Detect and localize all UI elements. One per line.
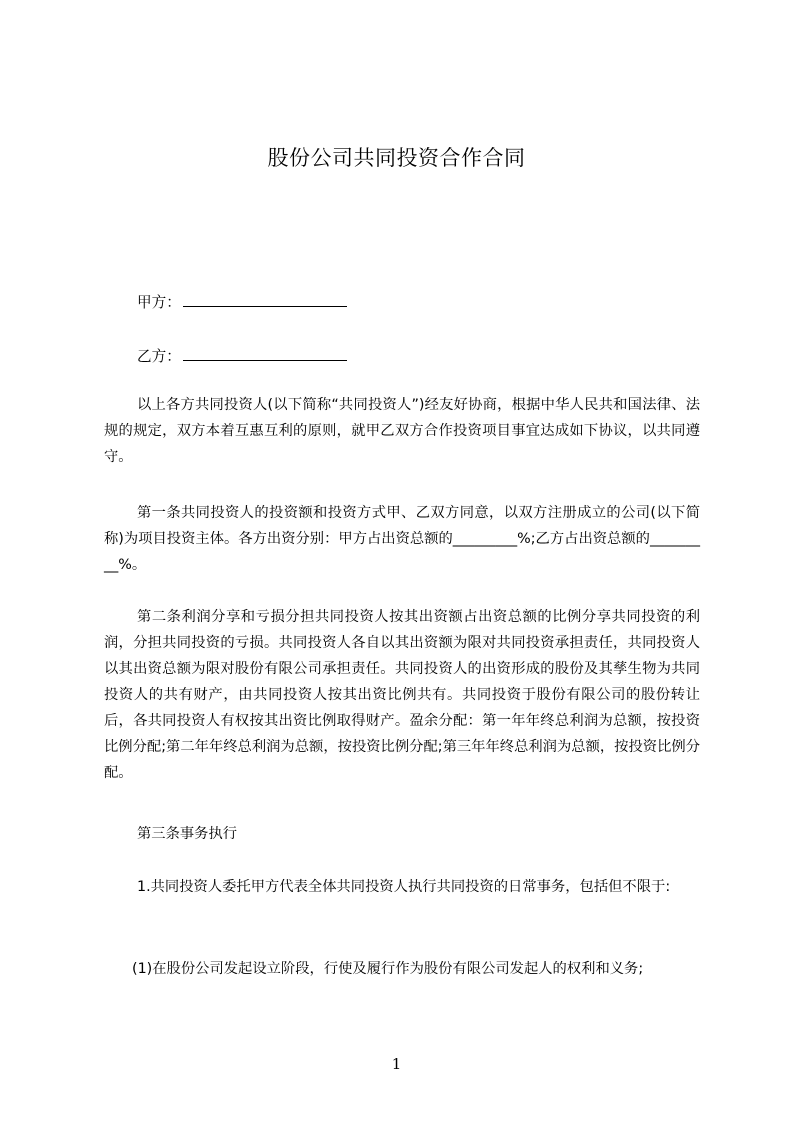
party-a-line — [137, 292, 347, 313]
party-a-label: 甲方： — [137, 294, 181, 311]
party-b-label: 乙方： — [137, 348, 181, 365]
party-b-line — [137, 346, 347, 367]
document-title: 股份公司共同投资合作合同 — [267, 146, 526, 170]
preamble-paragraph: 以上各方共同投资人(以下简称“共同投资人”)经友好协商，根据中华人民共和国法律、法规的规定，双方本着互惠互利的原则，就甲乙双方合作投资项目事宜达成如下协议，以共同遵守。 — [104, 397, 700, 465]
article-2-paragraph: 第二条利润分享和亏损分担共同投资人按其出资额占出资总额的比例分享共同投资的利润，分担共同投资的亏损。共同投资人各自以其出资额为限对共同投资承担责任，共同投资人以其出资总额为限对股份有限公司承担责任。共同投资人的出资形成的股份及其孳生物为共同投资人的共有财产，由共同投资人按其出资比例共有。共同投资于股份有限公司的股份转让后，各共同投资人有权按其出资比例取得财产。盈余分配：第一年年终总利润为总额，按投资比例分配;第二年年终总利润为总额，按投资比例分配;第三年年终总利润为总额，按投资比例分配。 — [104, 609, 700, 781]
article-3-heading: 第三条事务执行 — [137, 826, 238, 842]
party-a-blank — [183, 292, 347, 307]
clause-1-paragraph: 1.共同投资人委托甲方代表全体共同投资人执行共同投资的日常事务，包括但不限于: — [137, 879, 671, 895]
party-b-blank — [183, 346, 347, 361]
article-1-paragraph: 第一条共同投资人的投资额和投资方式甲、乙双方同意，以双方注册成立的公司(以下简称)为项目投资主体。各方出资分别：甲方占出资总额的_________%;乙方占出资总额的_________%。 — [104, 505, 700, 573]
clause-1-1-paragraph: (1)在股份公司发起设立阶段，行使及履行作为股份有限公司发起人的权利和义务; — [132, 961, 644, 977]
page-number: 1 — [391, 1055, 402, 1073]
